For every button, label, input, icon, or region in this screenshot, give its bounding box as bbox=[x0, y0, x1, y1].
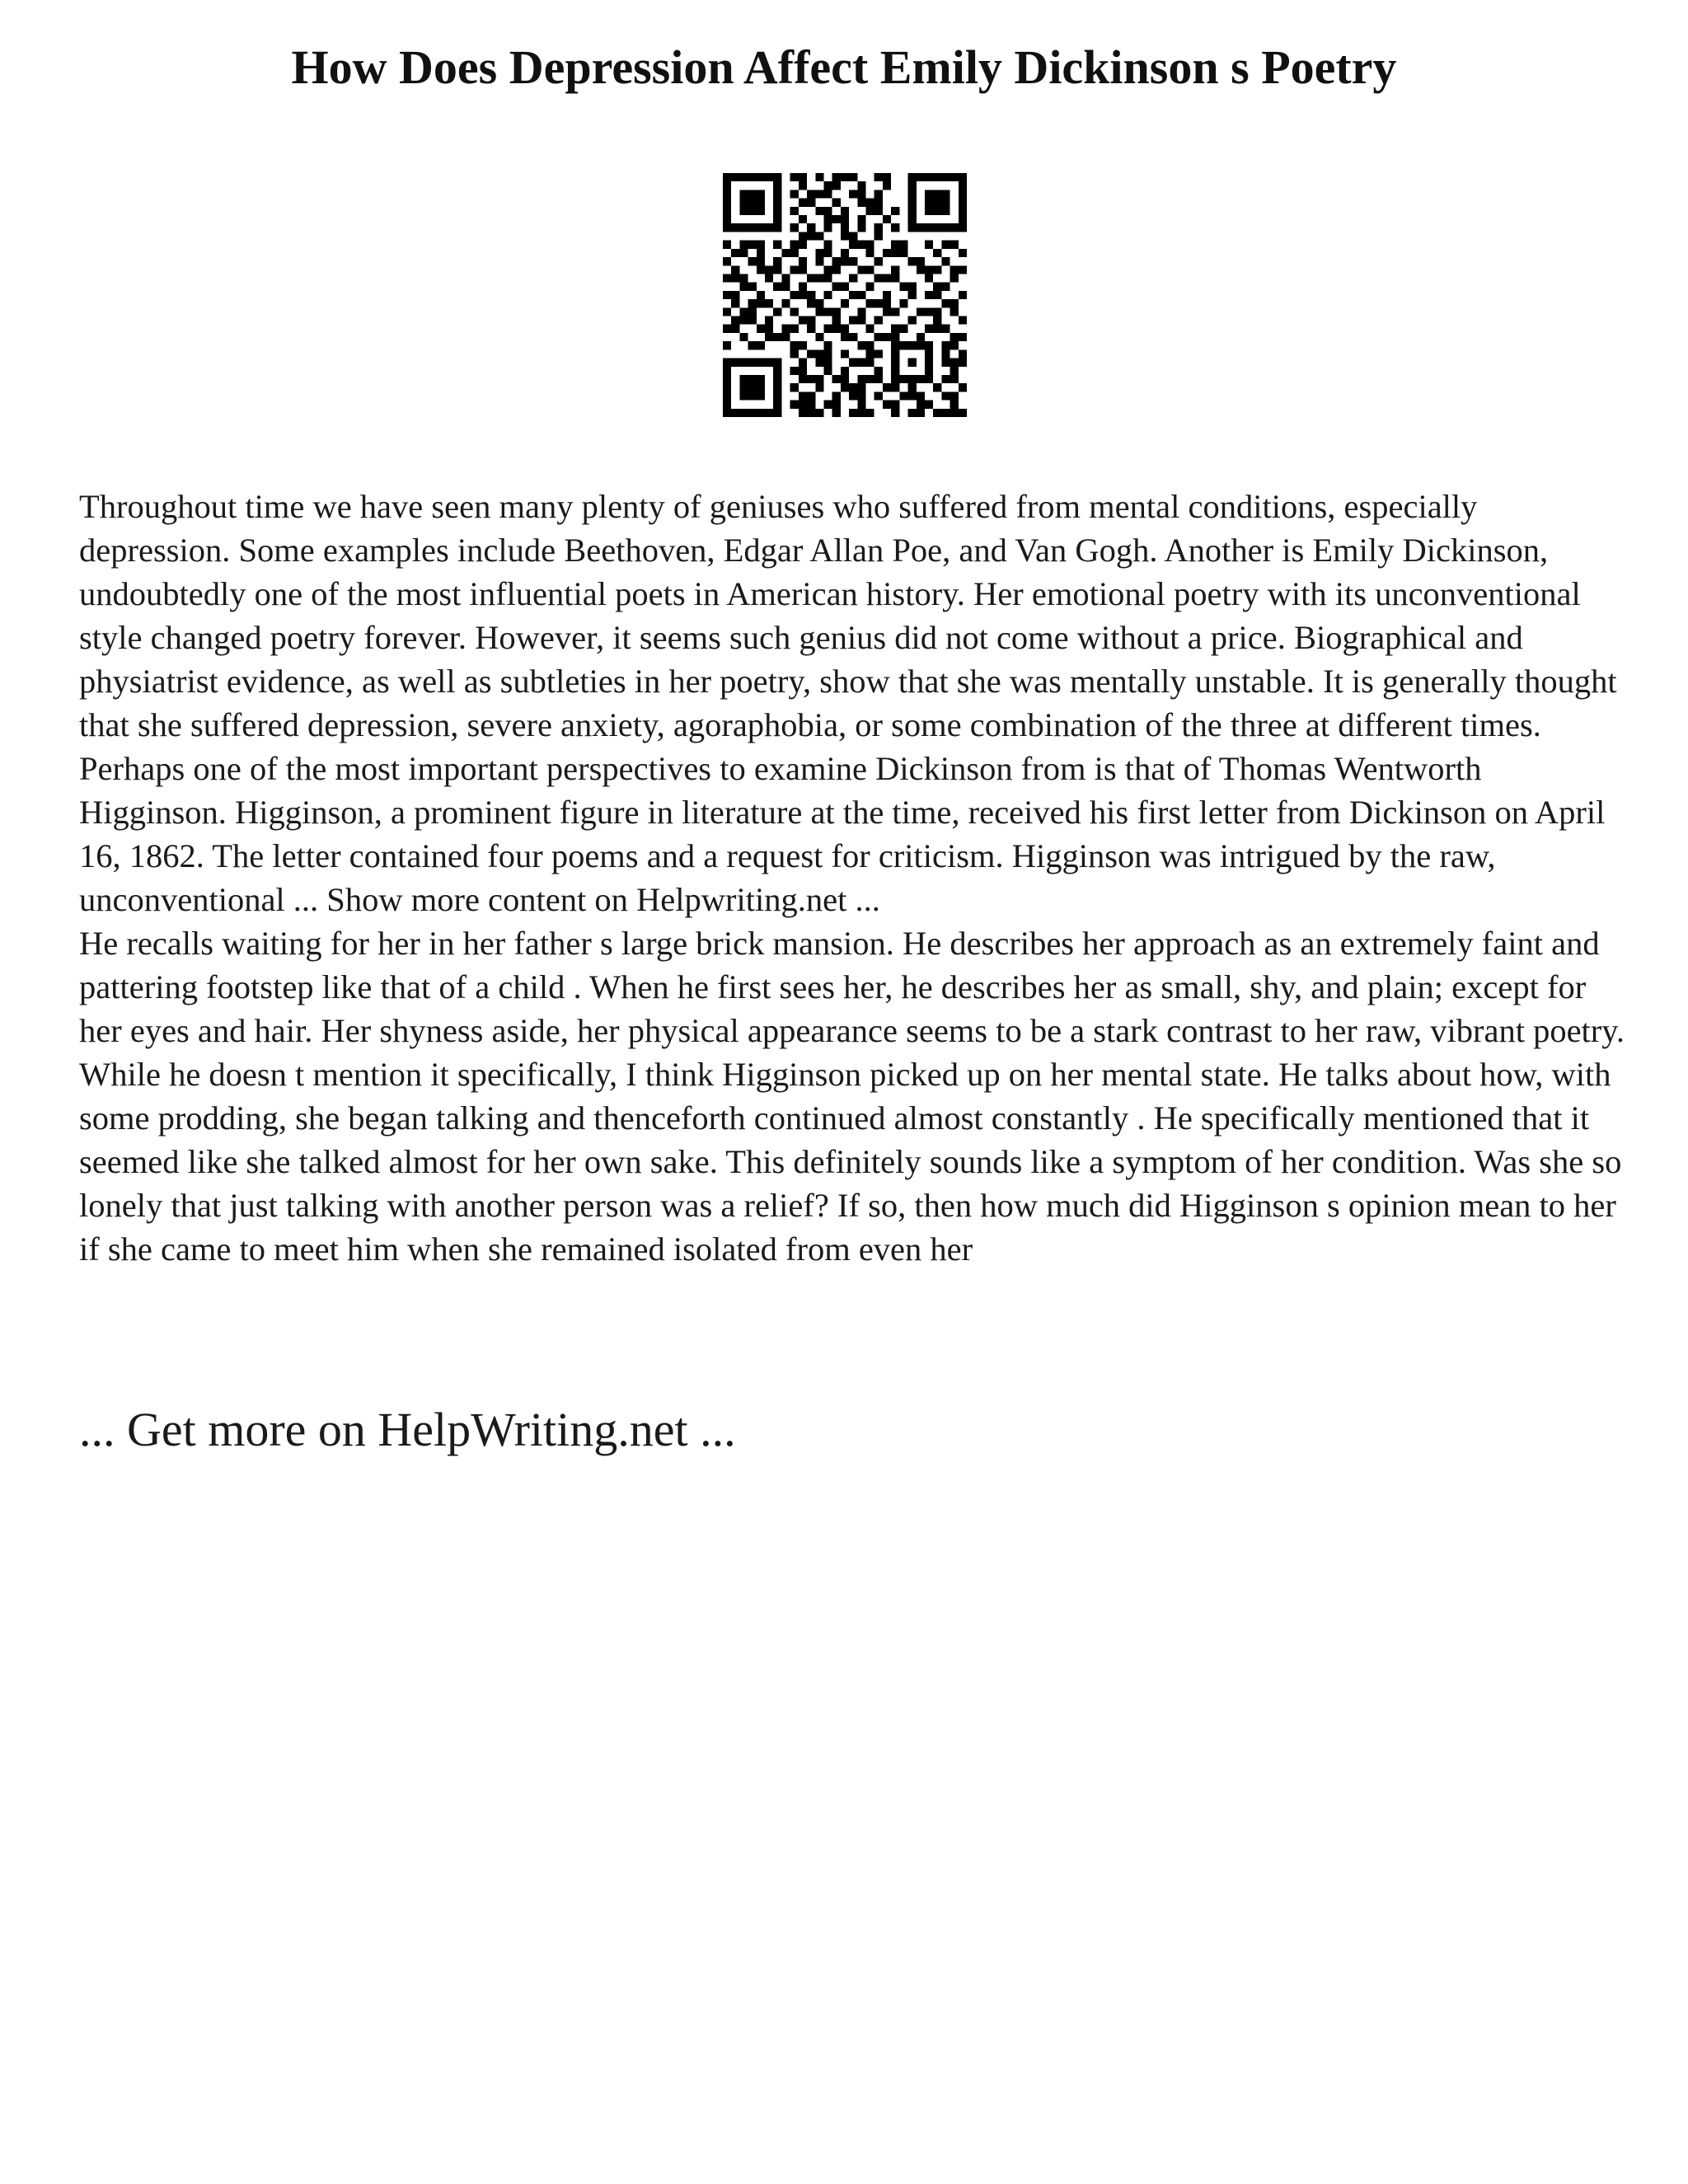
get-more-link[interactable] bbox=[79, 1401, 736, 1459]
article-body bbox=[79, 485, 1629, 1271]
qr-code-icon[interactable] bbox=[723, 173, 967, 417]
paragraph: Throughout time we have seen many plenty of geniuses who suffered from mental conditions, especially depression. Some examples include Beethoven, Edgar Allan Poe, and Van Gogh. Another is Emily Dickinson, undoubtedly one of the most influential poets in American history. Her emotional poetry with its unconventional style changed poetry forever. However, it seems such genius did not come without a price. Biographical and physiatrist evidence, as well as subtleties in her poetry, show that she was mentally unstable. It is generally thought that she suffered depression, severe anxiety, agoraphobia, or some combination of the three at different times. Perhaps one of the most important perspectives to examine Dickinson from is that of Thomas Wentworth Higginson. Higginson, a prominent figure in literature at the time, received his first letter from Dickinson on April 16, 1862. The letter contained four poems and a request for criticism. Higginson was intrigued by the raw, unconventional ... Show more content on Helpwriting.net ... bbox=[79, 488, 1617, 918]
page-title: How Does Depression Affect Emily Dickinson s Poetry bbox=[291, 40, 1397, 94]
get-more-link-text[interactable]: ... Get more on HelpWriting.net ... bbox=[79, 1403, 736, 1456]
paragraph: He recalls waiting for her in her father s large brick mansion. He describes her approach as an extremely faint and pattering footstep like that of a child . When he first sees her, he describes her as small, shy, and plain; except for her eyes and hair. Her shyness aside, her physical appearance seems to be a stark contrast to her raw, vibrant poetry. While he doesn t mention it specifically, I think Higginson picked up on her mental state. He talks about how, with some prodding, she began talking and thenceforth continued almost constantly . He specifically mentioned that it seemed like she talked almost for her own sake. This definitely sounds like a symptom of her condition. Was she so lonely that just talking with another person was a relief? If so, then how much did Higginson s opinion mean to her if she came to meet him when she remained isolated from even her bbox=[79, 925, 1625, 1268]
